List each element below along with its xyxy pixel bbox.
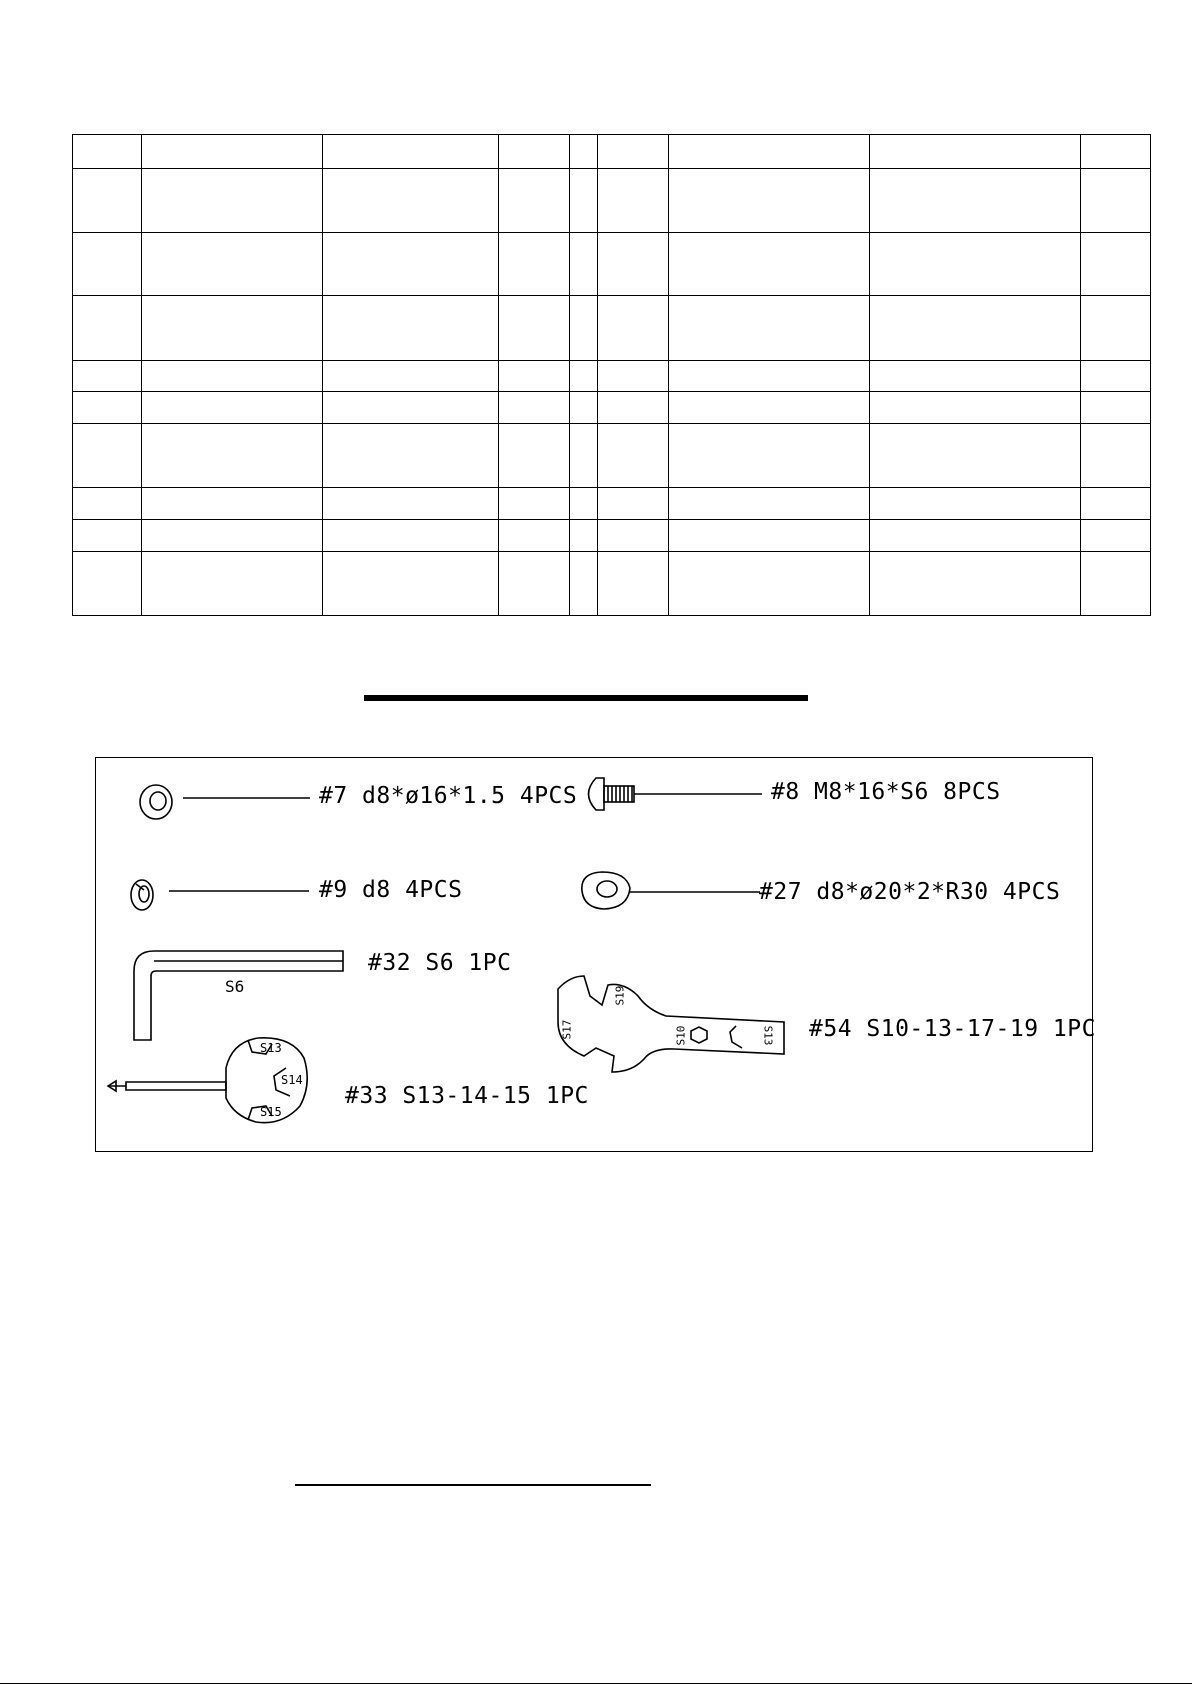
part-27-label: #27 d8*ø20*2*R30 4PCS (759, 879, 1061, 905)
table-row (73, 488, 1151, 520)
wrench-size-mark: S13 (761, 1025, 775, 1046)
screwdriver-size-mark: S13 (260, 1041, 282, 1055)
wrench-size-mark: S10 (674, 1025, 688, 1046)
part-33-label: #33 S13-14-15 1PC (345, 1083, 589, 1109)
multi-wrench-icon (558, 976, 784, 1072)
table-row (73, 233, 1151, 296)
part-8-label: #8 M8*16*S6 8PCS (771, 779, 1001, 805)
table-row (73, 424, 1151, 488)
wrench-size-mark: S19 (613, 985, 627, 1006)
curved-washer-icon (582, 872, 760, 909)
table-row (73, 392, 1151, 424)
table-row (73, 169, 1151, 233)
part-54-label: #54 S10-13-17-19 1PC (809, 1016, 1096, 1042)
table-row (73, 552, 1151, 616)
table-row (73, 135, 1151, 169)
wrench-size-mark: S17 (560, 1019, 574, 1040)
footer-underline-rule (295, 1484, 651, 1486)
button-head-bolt-icon (589, 778, 763, 810)
split-lock-washer-icon (131, 880, 309, 910)
section-heading-rule (364, 695, 808, 701)
parts-list-table (72, 134, 1151, 616)
part-7-label: #7 d8*ø16*1.5 4PCS (319, 783, 578, 809)
hardware-pack-box (95, 757, 1096, 1152)
screwdriver-size-mark: S14 (281, 1073, 303, 1087)
part-9-label: #9 d8 4PCS (319, 877, 463, 903)
table-row (73, 520, 1151, 552)
flat-washer-icon (140, 785, 310, 819)
part-32-label: #32 S6 1PC (368, 950, 512, 976)
table-row (73, 296, 1151, 361)
allen-key-size-mark: S6 (225, 977, 245, 996)
page-bottom-rule (0, 1683, 1192, 1684)
screwdriver-size-mark: S15 (260, 1105, 282, 1119)
table-row (73, 361, 1151, 392)
